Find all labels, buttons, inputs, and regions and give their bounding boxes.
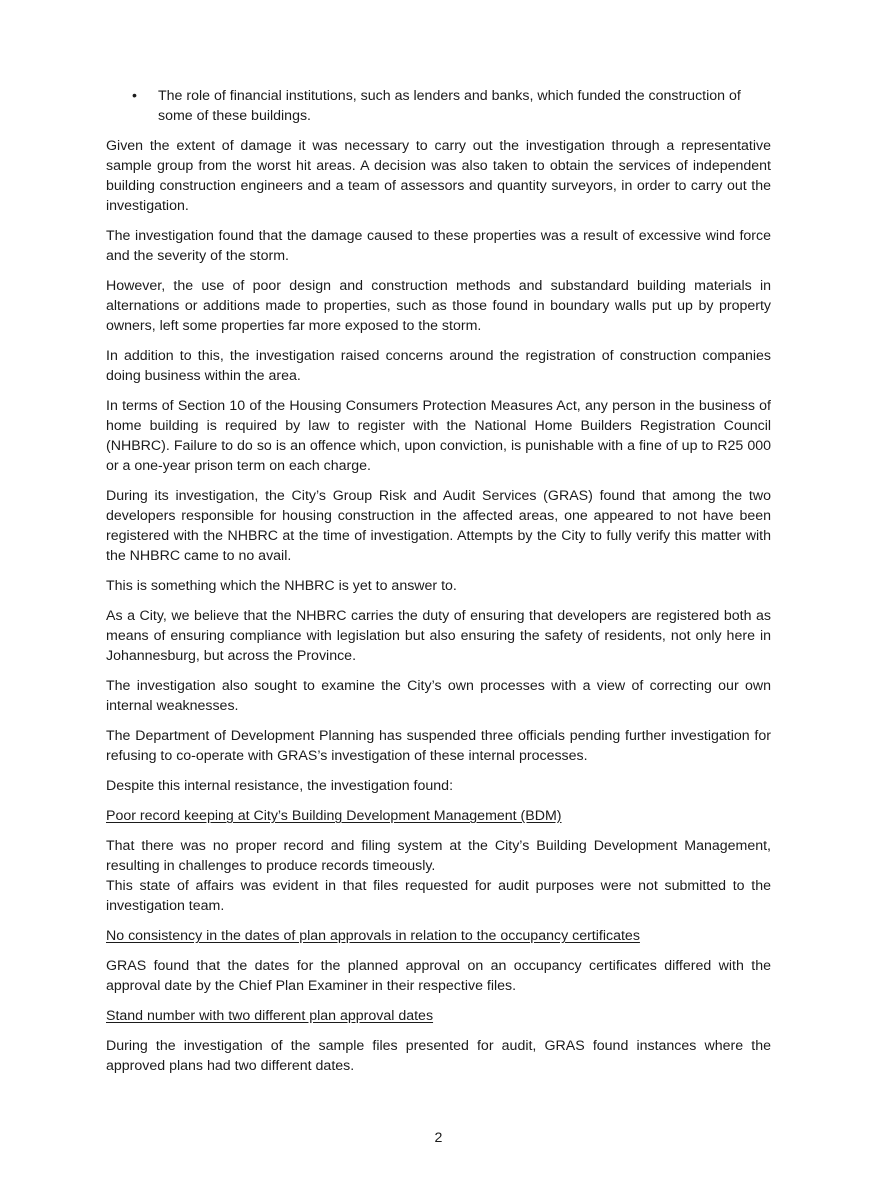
paragraph-gras-findings: During its investigation, the City’s Group Risk and Audit Services (GRAS) found that among the two developers responsible for housing construction in the affected areas, one appeared to not have been registered with the NHBRC at the time of investigation. Attempts by the City to fully verify this matter with the NHBRC came to no avail. [106, 488, 771, 564]
paragraph-nhbrc-answer: This is something which the NHBRC is yet to answer to. [106, 578, 457, 594]
paragraph-registration-concerns: In addition to this, the investigation raised concerns around the registration of construction companies doing business within the area. [106, 348, 771, 384]
paragraph-nhbrc-duty: As a City, we believe that the NHBRC carries the duty of ensuring that developers are registered both as means of ensuring compliance with legislation but also ensuring the safety of residents, not only here in Johannesburg, but across the Province. [106, 608, 771, 664]
page-number: 2 [434, 1130, 443, 1146]
section-heading-record-keeping: Poor record keeping at City’s Building Development Management (BDM) [106, 808, 562, 824]
bullet-list-item [106, 86, 771, 126]
bullet-text: The role of financial institutions, such as lenders and banks, which funded the construction of some of these buildings. [158, 88, 741, 124]
bullet-icon: • [132, 88, 137, 104]
section-body-date-consistency: GRAS found that the dates for the planned approval on an occupancy certificates differed with the approval date by the Chief Plan Examiner in their respective files. [106, 958, 771, 994]
section-line: This state of affairs was evident in that files requested for audit purposes were not submitted to the investigation team. [106, 878, 771, 914]
paragraph-suspended-officials: The Department of Development Planning has suspended three officials pending further investigation for refusing to co-operate with GRAS’s investigation of these internal processes. [106, 728, 771, 764]
section-heading-stand-number: Stand number with two different plan approval dates [106, 1008, 434, 1024]
paragraph-investigation-method: Given the extent of damage it was necessary to carry out the investigation through a representative sample group from the worst hit areas. A decision was also taken to obtain the services of independent building construction engineers and a team of assessors and quantity surveyors, in order to carry out the investigation. [106, 138, 771, 214]
section-body-record-keeping [106, 836, 771, 916]
section-heading-date-consistency: No consistency in the dates of plan approvals in relation to the occupancy certificates [106, 928, 640, 944]
section-body-stand-number: During the investigation of the sample files presented for audit, GRAS found instances where the approved plans had two different dates. [106, 1038, 771, 1074]
paragraph-damage-cause: The investigation found that the damage caused to these properties was a result of excessive wind force and the severity of the storm. [106, 228, 771, 264]
paragraph-internal-processes: The investigation also sought to examine the City’s own processes with a view of correcting our own internal weaknesses. [106, 678, 771, 714]
paragraph-findings-intro: Despite this internal resistance, the investigation found: [106, 778, 454, 794]
paragraph-poor-design: However, the use of poor design and construction methods and substandard building materials in alternations or additions made to properties, such as those found in boundary walls put up by property owners, left some properties far more exposed to the storm. [106, 278, 771, 334]
section-line: That there was no proper record and filing system at the City’s Building Development Management, resulting in challenges to produce records timeously. [106, 838, 771, 874]
paragraph-section-10: In terms of Section 10 of the Housing Consumers Protection Measures Act, any person in the business of home building is required by law to register with the National Home Builders Registration Council (NHBRC). Failure to do so is an offence which, upon conviction, is punishable with a fine of up to R25 000 or a one-year prison term on each charge. [106, 398, 771, 474]
